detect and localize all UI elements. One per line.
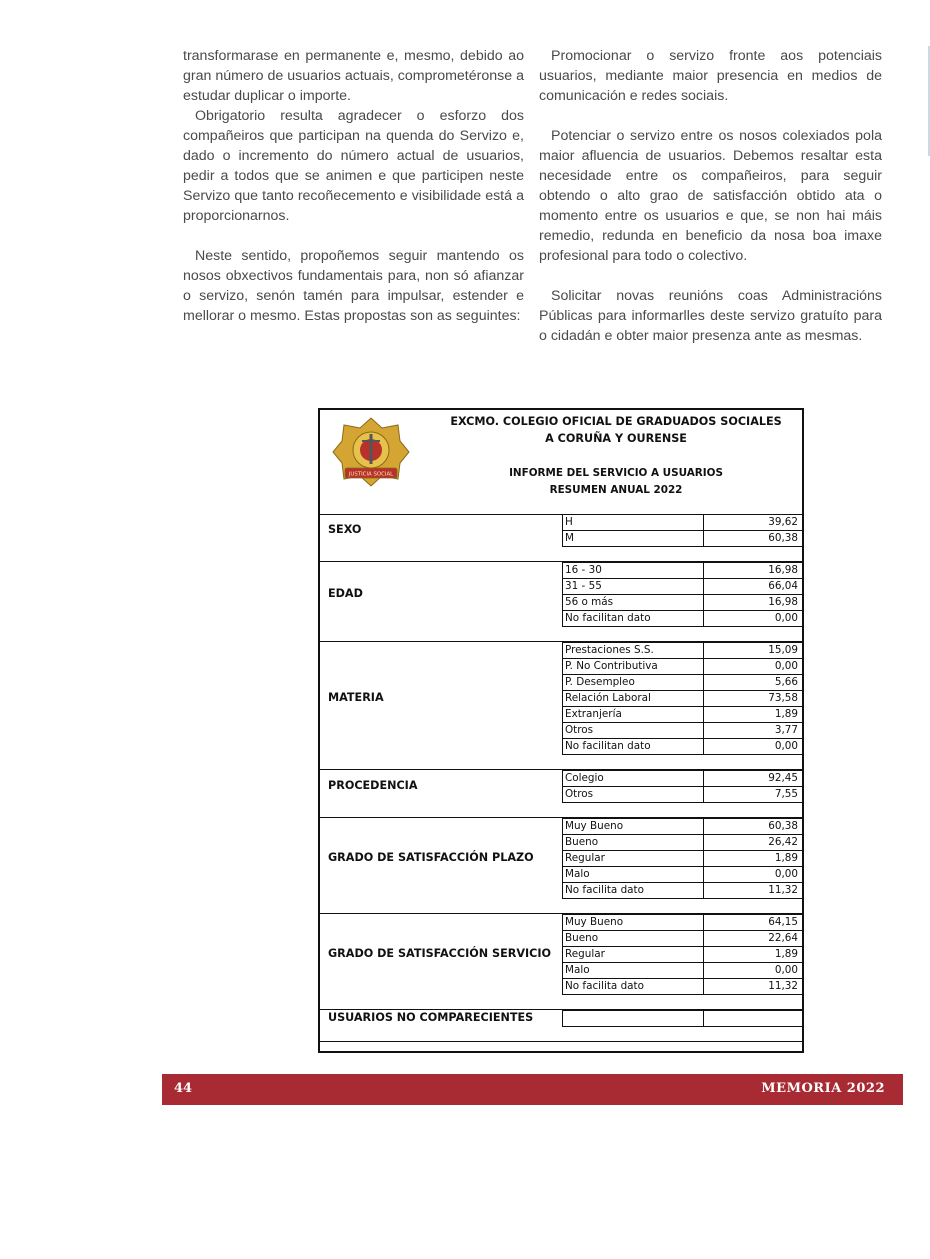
table-row: [562, 723, 802, 739]
row-category: P. Desempleo: [562, 675, 704, 690]
row-percentage: 0,00: [774, 660, 798, 672]
section-rows: [562, 562, 802, 627]
row-category: Regular: [562, 851, 704, 866]
row-percentage: 0,00: [774, 964, 798, 976]
section-rows: [562, 514, 802, 547]
left-paragraph-2: Obrigatorio resulta agradecer o esforzo dos compañeiros que participan na quenda do Servizo e, dado o incremento do número actual de usuarios, pedir a todos que se animen e que participen neste Servizo que tanto recoñecemento e visibilidade está a proporcionarnos.: [183, 108, 524, 224]
seal-caption: JUSTICIA SOCIAL: [348, 471, 394, 478]
row-percentage: 73,58: [768, 692, 798, 704]
row-category: Otros: [562, 723, 704, 738]
table-row: [562, 675, 802, 691]
row-percentage: 66,04: [768, 580, 798, 592]
section-rows: [562, 914, 802, 995]
row-category: Colegio: [562, 771, 704, 786]
title-line-1: EXCMO. COLEGIO OFICIAL DE GRADUADOS SOCIALES: [450, 415, 782, 428]
section-4: [320, 818, 802, 899]
title-line-2: A CORUÑA Y OURENSE: [545, 432, 687, 445]
row-percentage: 11,32: [768, 884, 798, 896]
row-percentage: 92,45: [768, 772, 798, 784]
table-row: [562, 947, 802, 963]
row-percentage: 0,00: [774, 868, 798, 880]
section-divider: [320, 1041, 802, 1042]
table-row: [562, 835, 802, 851]
annual-summary-table: [318, 408, 804, 1053]
section-label: GRADO DE SATISFACCIÓN SERVICIO: [328, 947, 552, 960]
table-row: [562, 579, 802, 595]
table-row: [562, 739, 802, 755]
section-1: [320, 562, 802, 627]
table-row: [562, 659, 802, 675]
table-row: [562, 515, 802, 531]
table-row: [562, 883, 802, 899]
row-category: Malo: [562, 867, 704, 882]
subtitle-line-1: INFORME DEL SERVICIO A USUARIOS: [509, 467, 723, 479]
subtitle-line-2: RESUMEN ANUAL 2022: [549, 484, 683, 496]
row-percentage: 1,89: [774, 948, 798, 960]
row-category: 56 o más: [562, 595, 704, 610]
section-label: MATERIA: [328, 691, 384, 704]
table-row: [562, 691, 802, 707]
table-row: [562, 963, 802, 979]
section-label: PROCEDENCIA: [328, 779, 418, 792]
section-rows: [562, 818, 802, 899]
row-category: No facilitan dato: [562, 611, 704, 626]
table-row: [562, 563, 802, 579]
row-category: Malo: [562, 963, 704, 978]
row-percentage: 7,55: [774, 788, 798, 800]
row-category: P. No Contributiva: [562, 659, 704, 674]
row-percentage: 5,66: [774, 676, 798, 688]
table-row: [562, 595, 802, 611]
row-category: Bueno: [562, 835, 704, 850]
table-row: [562, 611, 802, 627]
row-percentage: 60,38: [768, 532, 798, 544]
footer-bar: [162, 1074, 903, 1105]
section-5: [320, 914, 802, 995]
row-percentage: 0,00: [774, 612, 798, 624]
table-row: [562, 931, 802, 947]
right-text-column: [539, 46, 882, 346]
section-rows: [562, 770, 802, 803]
left-paragraph-1: transformarase en permanente e, mesmo, debido ao gran número de usuarios actuais, comprometéronse a estudar duplicar o importe.: [183, 48, 524, 104]
section-label: USUARIOS NO COMPARECIENTES: [328, 1011, 534, 1024]
section-label: SEXO: [328, 523, 362, 536]
row-category: Prestaciones S.S.: [562, 643, 704, 658]
table-row: [562, 771, 802, 787]
table-row: [562, 643, 802, 659]
right-paragraph-3: Solicitar novas reunións coas Administracións Públicas para informarlles deste servizo gratuíto para o cidadán e obter maior presenza ante as mesmas.: [539, 288, 882, 344]
row-category: No facilita dato: [562, 979, 704, 994]
table-row: [562, 915, 802, 931]
table-row: [562, 851, 802, 867]
section-6: [320, 1010, 802, 1027]
table-row: [562, 1011, 802, 1027]
section-3: [320, 770, 802, 803]
table-row: [562, 787, 802, 803]
table-row: [562, 819, 802, 835]
section-label: GRADO DE SATISFACCIÓN PLAZO: [328, 851, 534, 864]
justicia-social-seal-icon: [332, 416, 410, 488]
row-category: Extranjería: [562, 707, 704, 722]
row-percentage: 26,42: [768, 836, 798, 848]
page-number: 44: [174, 1081, 193, 1096]
row-category: No facilitan dato: [562, 739, 704, 754]
row-percentage: 1,89: [774, 852, 798, 864]
row-percentage: 64,15: [768, 916, 798, 928]
table-row: [562, 531, 802, 547]
row-percentage: 16,98: [768, 564, 798, 576]
section-rows: [562, 1010, 802, 1027]
row-percentage: [704, 1011, 800, 1026]
row-percentage: 3,77: [774, 724, 798, 736]
row-category: Bueno: [562, 931, 704, 946]
row-category: 16 - 30: [562, 563, 704, 578]
row-percentage: 16,98: [768, 596, 798, 608]
row-category: Muy Bueno: [562, 819, 704, 834]
table-header: [320, 410, 802, 515]
row-percentage: 15,09: [768, 644, 798, 656]
section-0: [320, 514, 802, 547]
right-paragraph-2: Potenciar o servizo entre os nosos colexiados pola maior afluencia de usuarios. Debemos resaltar esta necesidade entre os compañeiros, para seguir obtendo o alto grao de satisfacción obtido ata o momento entre os usuarios e que, se non hai máis remedio, redunda en beneficio da nosa boa imaxe profesional para todo o colectivo.: [539, 128, 882, 264]
row-category: M: [562, 531, 704, 546]
row-category: Otros: [562, 787, 704, 802]
row-percentage: 39,62: [768, 516, 798, 528]
left-paragraph-3: Neste sentido, propoñemos seguir mantendo os nosos obxectivos fundamentais para, non só afianzar o servizo, senón tamén para impulsar, estender e mellorar o mesmo. Estas propostas son as seguintes:: [183, 248, 524, 324]
right-paragraph-1: Promocionar o servizo fronte aos potenciais usuarios, mediante maior presencia en medios de comunicación e redes sociais.: [539, 48, 882, 104]
section-label: EDAD: [328, 587, 363, 600]
row-category: Regular: [562, 947, 704, 962]
row-category: [562, 1011, 704, 1026]
row-percentage: 1,89: [774, 708, 798, 720]
row-category: H: [562, 515, 704, 530]
row-percentage: 22,64: [768, 932, 798, 944]
section-rows: [562, 642, 802, 755]
section-2: [320, 642, 802, 755]
row-category: Relación Laboral: [562, 691, 704, 706]
row-category: Muy Bueno: [562, 915, 704, 930]
row-percentage: 60,38: [768, 820, 798, 832]
row-category: No facilita dato: [562, 883, 704, 898]
table-row: [562, 979, 802, 995]
table-row: [562, 707, 802, 723]
table-row: [562, 867, 802, 883]
row-category: 31 - 55: [562, 579, 704, 594]
left-text-column: [183, 46, 524, 326]
row-percentage: 11,32: [768, 980, 798, 992]
footer-title: MEMORIA 2022: [761, 1081, 885, 1096]
row-percentage: 0,00: [774, 740, 798, 752]
